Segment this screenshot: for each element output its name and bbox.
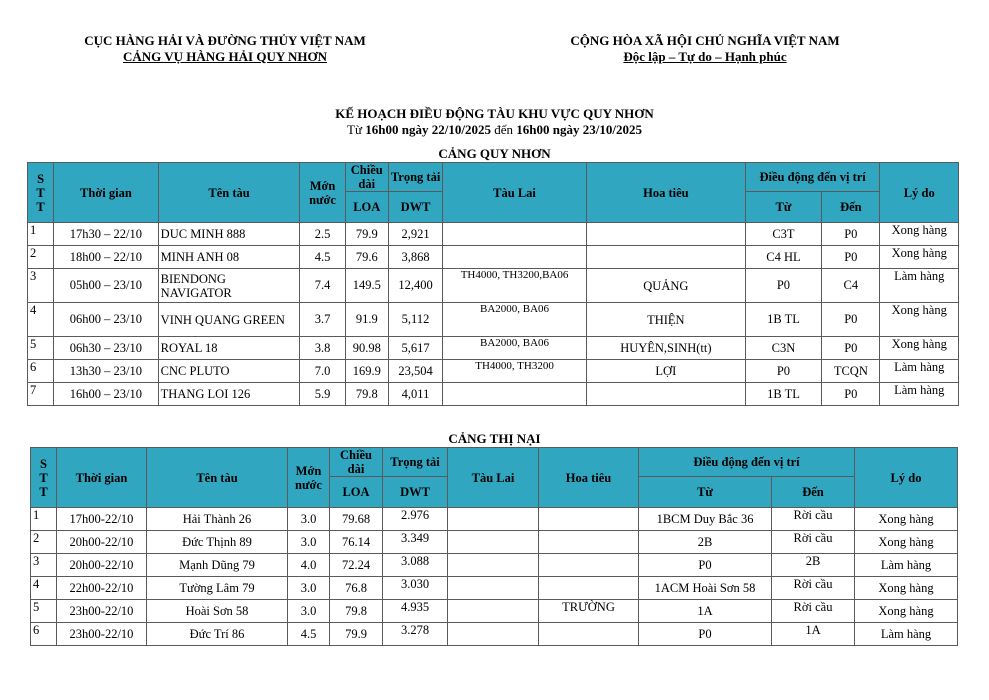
cell-ship: VINH QUANG GREEN — [158, 303, 300, 337]
cell-dwt: 5,112 — [388, 303, 442, 337]
table-row — [31, 508, 958, 531]
col-from: Từ — [745, 192, 821, 223]
table-row — [28, 223, 959, 246]
cell-tug: BA2000, BA06 — [443, 337, 587, 360]
cell-stt: 5 — [28, 337, 54, 360]
cell-ship: CNC PLUTO — [158, 360, 300, 383]
cell-tug: BA2000, BA06 — [443, 303, 587, 337]
cell-from: P0 — [745, 360, 821, 383]
col-draft: Mớn nước — [288, 448, 330, 508]
col-stt: S T T — [28, 163, 54, 223]
table-row — [31, 577, 958, 600]
cell-time: 23h00-22/10 — [57, 623, 147, 646]
to-time: 16h00 ngày 23/10/2025 — [516, 122, 642, 137]
cell-pilot — [539, 531, 639, 554]
cell-pilot: QUẢNG — [586, 269, 745, 303]
thi-nai-schedule-table — [30, 447, 958, 646]
cell-time: 06h30 – 23/10 — [54, 337, 159, 360]
cell-time: 20h00-22/10 — [57, 554, 147, 577]
cell-dwt: 2.976 — [383, 508, 448, 531]
cell-stt: 2 — [28, 246, 54, 269]
cell-draft: 2.5 — [300, 223, 345, 246]
cell-dwt: 3.278 — [383, 623, 448, 646]
col-reason: Lý do — [855, 448, 958, 508]
cell-draft: 7.4 — [300, 269, 345, 303]
cell-time: 13h30 – 23/10 — [54, 360, 159, 383]
cell-dwt: 3.030 — [383, 577, 448, 600]
col-ship: Tên tàu — [158, 163, 300, 223]
cell-tug — [448, 531, 539, 554]
cell-ship: Tường Lâm 79 — [147, 577, 288, 600]
quy-nhon-schedule-table — [27, 162, 959, 406]
cell-stt: 1 — [31, 508, 57, 531]
col-time: Thời gian — [54, 163, 159, 223]
cell-to: P0 — [822, 303, 880, 337]
cell-pilot — [586, 383, 745, 406]
cell-time: 16h00 – 23/10 — [54, 383, 159, 406]
cell-ship: DUC MINH 888 — [158, 223, 300, 246]
cell-tug — [448, 600, 539, 623]
cell-pilot — [539, 623, 639, 646]
cell-from: 1ACM Hoài Sơn 58 — [639, 577, 772, 600]
document-title: KẾ HOẠCH ĐIỀU ĐỘNG TÀU KHU VỰC QUY NHƠN — [335, 106, 654, 121]
cell-time: 17h00-22/10 — [57, 508, 147, 531]
cell-reason: Xong hàng — [880, 246, 959, 269]
cell-loa: 79.9 — [330, 623, 383, 646]
cell-to: P0 — [822, 223, 880, 246]
country-name: CỘNG HÒA XÃ HỘI CHỦ NGHĨA VIỆT NAM — [570, 33, 840, 48]
cell-dwt: 23,504 — [388, 360, 442, 383]
col-stt: S T T — [31, 448, 57, 508]
cell-pilot: LỢI — [586, 360, 745, 383]
cell-dwt: 2,921 — [388, 223, 442, 246]
cell-ship: ROYAL 18 — [158, 337, 300, 360]
table-row — [28, 246, 959, 269]
cell-from: P0 — [639, 623, 772, 646]
col-from: Từ — [639, 477, 772, 508]
cell-to: Rời cầu — [772, 600, 855, 623]
cell-dwt: 4.935 — [383, 600, 448, 623]
cell-to: P0 — [822, 246, 880, 269]
cell-reason: Xong hàng — [880, 303, 959, 337]
col-tug: Tàu Lai — [448, 448, 539, 508]
cell-ship: Hoài Sơn 58 — [147, 600, 288, 623]
cell-reason: Xong hàng — [880, 337, 959, 360]
cell-time: 18h00 – 22/10 — [54, 246, 159, 269]
cell-to: P0 — [822, 383, 880, 406]
cell-dwt: 12,400 — [388, 269, 442, 303]
port-authority-name: CẢNG VỤ HÀNG HẢI QUY NHƠN — [122, 49, 328, 64]
cell-draft: 3.8 — [300, 337, 345, 360]
cell-draft: 3.0 — [288, 577, 330, 600]
cell-loa: 72.24 — [330, 554, 383, 577]
cell-tug — [448, 623, 539, 646]
cell-from: P0 — [745, 269, 821, 303]
cell-reason: Làm hàng — [880, 269, 959, 303]
cell-time: 05h00 – 23/10 — [54, 269, 159, 303]
cell-pilot — [539, 508, 639, 531]
cell-to: P0 — [822, 337, 880, 360]
cell-stt: 4 — [28, 303, 54, 337]
cell-loa: 149.5 — [345, 269, 388, 303]
cell-dwt: 4,011 — [388, 383, 442, 406]
cell-loa: 76.14 — [330, 531, 383, 554]
cell-pilot — [539, 577, 639, 600]
quy-nhon-port-title: CẢNG QUY NHƠN — [438, 146, 551, 161]
table-row — [28, 269, 959, 303]
cell-draft: 3.0 — [288, 600, 330, 623]
table-row — [28, 337, 959, 360]
cell-time: 23h00-22/10 — [57, 600, 147, 623]
cell-ship: MINH ANH 08 — [158, 246, 300, 269]
col-length-unit: LOA — [345, 192, 388, 223]
cell-ship: Mạnh Dũng 79 — [147, 554, 288, 577]
cell-to: TCQN — [822, 360, 880, 383]
national-motto: Độc lập – Tự do – Hạnh phúc — [623, 49, 787, 64]
cell-loa: 79.6 — [345, 246, 388, 269]
cell-tug: TH4000, TH3200 — [443, 360, 587, 383]
cell-draft: 3.0 — [288, 508, 330, 531]
cell-reason: Làm hàng — [855, 623, 958, 646]
cell-loa: 79.68 — [330, 508, 383, 531]
document-title-block — [0, 106, 989, 138]
cell-pilot: HUYÊN,SINH(tt) — [586, 337, 745, 360]
cell-dwt: 5,617 — [388, 337, 442, 360]
cell-draft: 4.5 — [288, 623, 330, 646]
ministry-name: CỤC HÀNG HẢI VÀ ĐƯỜNG THỦY VIỆT NAM — [84, 33, 366, 48]
cell-tug — [443, 246, 587, 269]
cell-reason: Xong hàng — [855, 531, 958, 554]
cell-tug — [448, 508, 539, 531]
table-row — [28, 360, 959, 383]
col-length: Chiều dài — [330, 448, 383, 477]
col-time: Thời gian — [57, 448, 147, 508]
cell-stt: 3 — [31, 554, 57, 577]
cell-to: Rời cầu — [772, 531, 855, 554]
col-move-group: Điều động đến vị trí — [745, 163, 880, 192]
col-length-unit: LOA — [330, 477, 383, 508]
from-word: Từ — [347, 122, 363, 137]
cell-stt: 1 — [28, 223, 54, 246]
cell-pilot: TRƯỜNG — [539, 600, 639, 623]
cell-dwt: 3.349 — [383, 531, 448, 554]
cell-reason: Xong hàng — [855, 508, 958, 531]
col-tug: Tàu Lai — [443, 163, 587, 223]
cell-from: P0 — [639, 554, 772, 577]
cell-from: C4 HL — [745, 246, 821, 269]
cell-to: Rời cầu — [772, 508, 855, 531]
cell-stt: 3 — [28, 269, 54, 303]
cell-stt: 5 — [31, 600, 57, 623]
date-range — [0, 122, 989, 138]
cell-loa: 79.8 — [345, 383, 388, 406]
cell-to: C4 — [822, 269, 880, 303]
cell-draft: 7.0 — [300, 360, 345, 383]
table-row — [28, 383, 959, 406]
col-tonnage-unit: DWT — [383, 477, 448, 508]
col-tonnage-unit: DWT — [388, 192, 442, 223]
cell-from: C3T — [745, 223, 821, 246]
cell-ship: Đức Trí 86 — [147, 623, 288, 646]
table-row — [31, 623, 958, 646]
cell-reason: Xong hàng — [855, 577, 958, 600]
cell-reason: Làm hàng — [855, 554, 958, 577]
to-word: đến — [494, 122, 514, 137]
agency-header — [40, 33, 410, 65]
table-row — [31, 531, 958, 554]
cell-draft: 4.5 — [300, 246, 345, 269]
cell-from: 1BCM Duy Bắc 36 — [639, 508, 772, 531]
cell-from: 1B TL — [745, 383, 821, 406]
cell-reason: Làm hàng — [880, 360, 959, 383]
col-length: Chiều dài — [345, 163, 388, 192]
cell-ship: Đức Thịnh 89 — [147, 531, 288, 554]
cell-tug: TH4000, TH3200,BA06 — [443, 269, 587, 303]
thi-nai-port-title: CẢNG THỊ NẠI — [448, 431, 541, 446]
cell-time: 22h00-22/10 — [57, 577, 147, 600]
cell-loa: 169.9 — [345, 360, 388, 383]
cell-tug — [448, 577, 539, 600]
cell-loa: 79.9 — [345, 223, 388, 246]
col-pilot: Hoa tiêu — [539, 448, 639, 508]
cell-from: 1A — [639, 600, 772, 623]
cell-ship: BIENDONG NAVIGATOR — [158, 269, 300, 303]
cell-loa: 76.8 — [330, 577, 383, 600]
cell-draft: 3.7 — [300, 303, 345, 337]
cell-to: Rời cầu — [772, 577, 855, 600]
cell-tug — [448, 554, 539, 577]
cell-from: C3N — [745, 337, 821, 360]
table-row — [31, 554, 958, 577]
cell-pilot — [586, 223, 745, 246]
cell-time: 20h00-22/10 — [57, 531, 147, 554]
cell-draft: 4.0 — [288, 554, 330, 577]
cell-stt: 6 — [28, 360, 54, 383]
cell-stt: 2 — [31, 531, 57, 554]
cell-loa: 79.8 — [330, 600, 383, 623]
cell-from: 1B TL — [745, 303, 821, 337]
col-tonnage: Trọng tải — [388, 163, 442, 192]
cell-tug — [443, 383, 587, 406]
col-move-group: Điều động đến vị trí — [639, 448, 855, 477]
cell-stt: 7 — [28, 383, 54, 406]
cell-stt: 6 — [31, 623, 57, 646]
cell-ship: THANG LOI 126 — [158, 383, 300, 406]
cell-reason: Xong hàng — [880, 223, 959, 246]
cell-loa: 90.98 — [345, 337, 388, 360]
national-header — [515, 33, 895, 65]
cell-time: 06h00 – 23/10 — [54, 303, 159, 337]
col-to: Đến — [822, 192, 880, 223]
cell-from: 2B — [639, 531, 772, 554]
cell-pilot — [539, 554, 639, 577]
cell-tug — [443, 223, 587, 246]
cell-time: 17h30 – 22/10 — [54, 223, 159, 246]
col-draft: Mớn nước — [300, 163, 345, 223]
col-tonnage: Trọng tải — [383, 448, 448, 477]
col-pilot: Hoa tiêu — [586, 163, 745, 223]
cell-pilot — [586, 246, 745, 269]
col-to: Đến — [772, 477, 855, 508]
from-time: 16h00 ngày 22/10/2025 — [365, 122, 491, 137]
cell-draft: 3.0 — [288, 531, 330, 554]
cell-ship: Hải Thành 26 — [147, 508, 288, 531]
cell-to: 1A — [772, 623, 855, 646]
table-row — [31, 600, 958, 623]
col-ship: Tên tàu — [147, 448, 288, 508]
cell-dwt: 3.088 — [383, 554, 448, 577]
cell-to: 2B — [772, 554, 855, 577]
cell-reason: Làm hàng — [880, 383, 959, 406]
cell-draft: 5.9 — [300, 383, 345, 406]
table-row — [28, 303, 959, 337]
col-reason: Lý do — [880, 163, 959, 223]
cell-reason: Xong hàng — [855, 600, 958, 623]
cell-loa: 91.9 — [345, 303, 388, 337]
cell-pilot: THIỆN — [586, 303, 745, 337]
cell-dwt: 3,868 — [388, 246, 442, 269]
cell-stt: 4 — [31, 577, 57, 600]
